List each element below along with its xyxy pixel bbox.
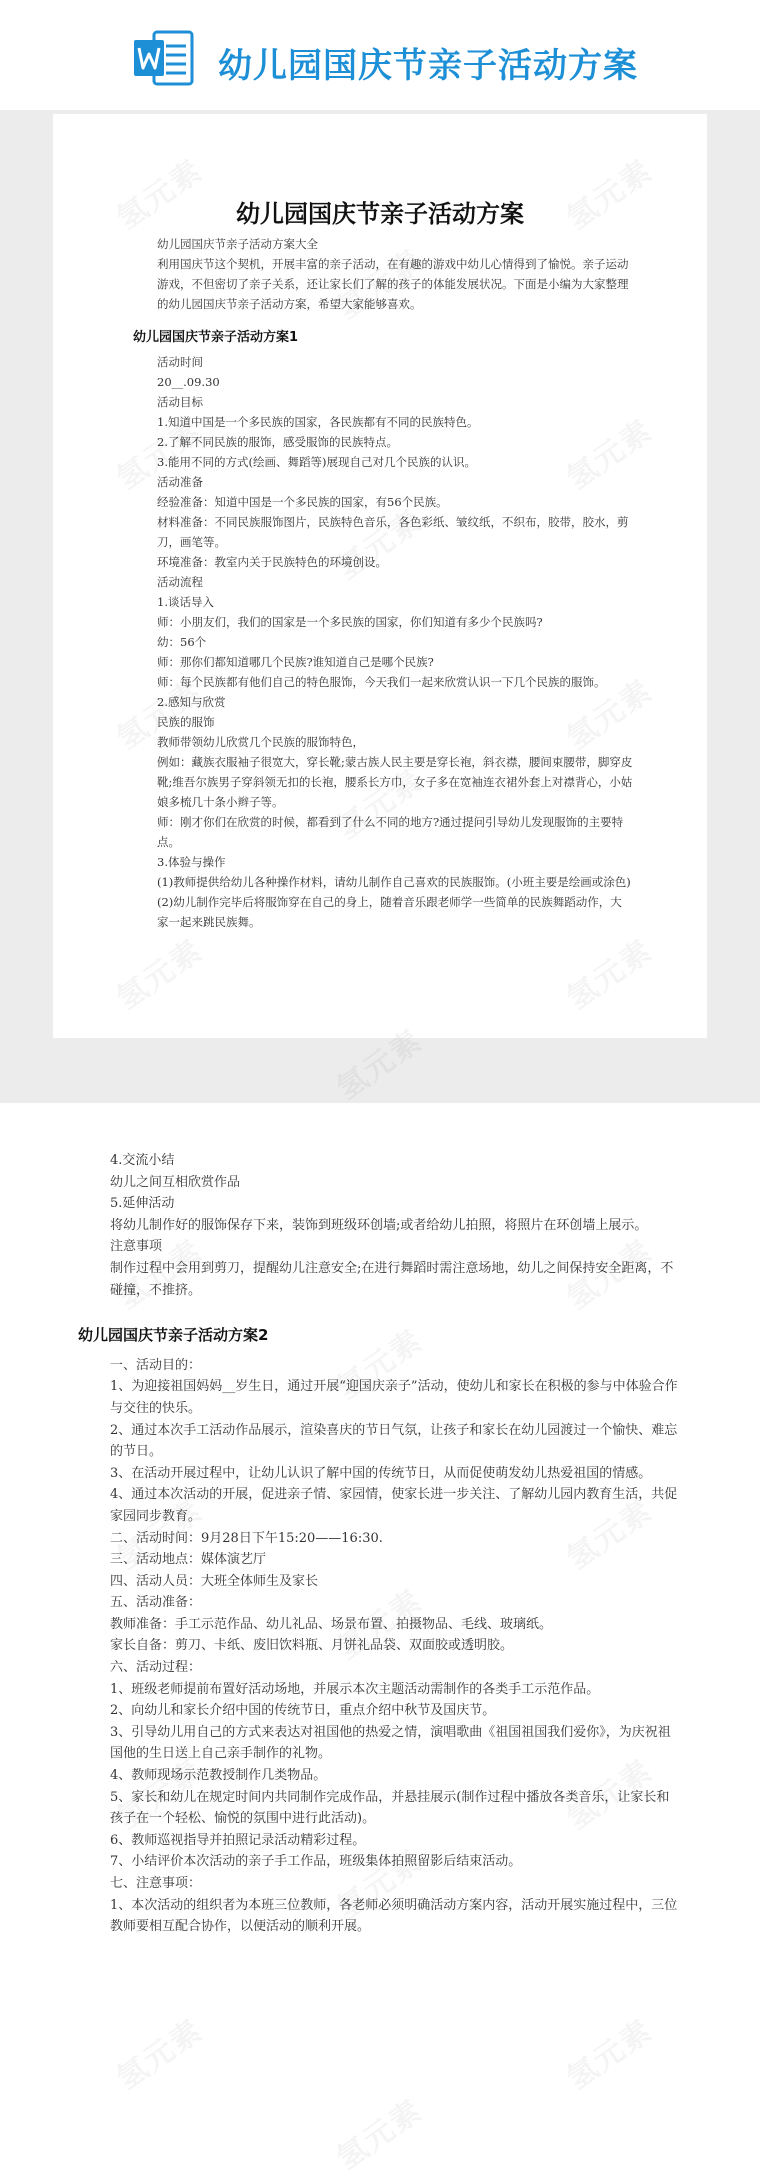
paragraph: 7、小结评价本次活动的亲子手工作品，班级集体拍照留影后结束活动。 — [110, 1854, 522, 1870]
paragraph: 1、班级老师提前布置好活动场地，并展示本次主题活动需制作的各类手工示范作品。 — [110, 1681, 600, 1697]
paragraph: 教师准备：手工示范作品、幼儿礼品、场景布置、拍摄物品、毛线、玻璃纸。 — [110, 1616, 553, 1632]
paragraph: 4、通过本次活动的开展，促进亲子情、家园情，使家长进一步关注、了解幼儿园内教育生活，共促家园同步教育。 — [110, 1487, 678, 1524]
paragraph: 幼儿园国庆节亲子活动方案大全 — [157, 237, 318, 251]
paragraph: 例如：藏族衣服袖子很宽大，穿长靴;蒙古族人民主要是穿长袍，斜衣襟，腰间束腰带，脚穿皮靴;维吾尔族男子穿斜领无扣的长袍，腰系长方巾，女子多在宽袖连衣裙外套上对襟背心，小姑娘多梳几十条小辫子等。 — [157, 755, 633, 809]
paragraph: 民族的服饰 — [157, 715, 215, 729]
paragraph: (2)幼儿制作完毕后将服饰穿在自己的身上，随着音乐跟老师学一些简单的民族舞蹈动作，大家一起来跳民族舞。 — [157, 895, 622, 929]
paragraph: 二、活动时间：9月28日下午15:20——16:30. — [110, 1530, 383, 1546]
watermark — [556, 2006, 660, 2097]
paragraph: 3、在活动开展过程中，让幼儿认识了解中国的传统节日，从而促使萌发幼儿热爱祖国的情感。 — [110, 1465, 652, 1481]
paragraph: 2、向幼儿和家长介绍中国的传统节日，重点介绍中秋节及国庆节。 — [110, 1703, 496, 1719]
paragraph: 师：小朋友们，我们的国家是一个多民族的国家，你们知道有多少个民族吗? — [157, 615, 543, 629]
paragraph: 师：那你们都知道哪几个民族?谁知道自己是哪个民族? — [157, 655, 434, 669]
paragraph: 活动目标 — [157, 395, 203, 409]
paragraph: 五、活动准备： — [110, 1595, 202, 1611]
paragraph: 活动流程 — [157, 575, 203, 589]
paragraph: 20__.09.30 — [157, 375, 220, 389]
paragraph: 2.感知与欣赏 — [157, 695, 226, 709]
paragraph: 3、引导幼儿用自己的方式来表达对祖国他的热爱之情，演唱歌曲《祖国祖国我们爱你》，为庆祝祖国他的生日送上自己亲手制作的礼物。 — [110, 1724, 671, 1762]
paragraph: 家长自备：剪刀、卡纸、废旧饮料瓶、月饼礼品袋、双面胶或透明胶。 — [110, 1638, 514, 1654]
paragraph: 4、教师现场示范教授制作几类物品。 — [110, 1768, 327, 1784]
paragraph: 一、活动目的： — [110, 1357, 202, 1373]
paragraph: 三、活动地点：媒体演艺厅 — [110, 1552, 267, 1568]
paragraph: 幼：56个 — [157, 635, 207, 649]
paragraph: 3.能用不同的方式(绘画、舞蹈等)展现自己对几个民族的认识。 — [157, 455, 476, 469]
paragraph: 5.延伸活动 — [110, 1196, 175, 1212]
paragraph: 1.谈话导入 — [157, 595, 214, 609]
page-title: 幼儿园国庆节亲子活动方案 — [236, 200, 524, 228]
paragraph: 教师带领幼儿欣赏几个民族的服饰特色， — [157, 735, 364, 749]
header-title: 幼儿园国庆节亲子活动方案 — [218, 46, 638, 86]
document-page-1 — [53, 114, 707, 1038]
paragraph: 3.体验与操作 — [157, 855, 226, 869]
paragraph: 将幼儿制作好的服饰保存下来，装饰到班级环创墙;或者给幼儿拍照，将照片在环创墙上展示。 — [110, 1217, 648, 1233]
section-heading: 幼儿园国庆节亲子活动方案1 — [133, 330, 299, 345]
paragraph: 活动时间 — [157, 355, 203, 369]
paragraph: 利用国庆节这个契机，开展丰富的亲子活动，在有趣的游戏中幼儿心情得到了愉悦。亲子运动游戏，不但密切了亲子关系，还让家长们了解的孩子的体能发展状况。下面是小编为大家整理的幼儿园国庆节亲子活动方案，希望大家能够喜欢。 — [157, 257, 629, 311]
paragraph: 6、教师巡视指导并拍照记录活动精彩过程。 — [110, 1832, 366, 1848]
paragraph: 师：刚才你们在欣赏的时候，都看到了什么不同的地方?通过提问引导幼儿发现服饰的主要特点。 — [157, 815, 624, 849]
document-header — [0, 0, 760, 110]
paragraph: 环境准备：教室内关于民族特色的环境创设。 — [157, 555, 387, 569]
paragraph: 2、通过本次手工活动作品展示，渲染喜庆的节日气氛，让孩子和家长在幼儿园渡过一个愉快、难忘的节日。 — [110, 1422, 678, 1460]
paragraph: 1、本次活动的组织者为本班三位教师，各老师必须明确活动方案内容，活动开展实施过程中，三位教师要相互配合协作，以便活动的顺利开展。 — [110, 1897, 678, 1935]
paragraph: 制作过程中会用到剪刀，提醒幼儿注意安全;在进行舞蹈时需注意场地，幼儿之间保持安全距离，不碰撞，不推挤。 — [110, 1260, 674, 1298]
paragraph: 经验准备：知道中国是一个多民族的国家，有56个民族。 — [157, 495, 448, 509]
paragraph: 注意事项 — [110, 1239, 163, 1255]
paragraph: 活动准备 — [157, 475, 203, 489]
paragraph: (1)教师提供给幼儿各种操作材料，请幼儿制作自己喜欢的民族服饰。(小班主要是绘画或涂色) — [157, 875, 631, 889]
paragraph: 六、活动过程： — [110, 1660, 202, 1676]
paragraph: 4.交流小结 — [110, 1153, 175, 1168]
page-body — [133, 234, 633, 932]
paragraph: 1、为迎接祖国妈妈__岁生日，通过开展“迎国庆亲子”活动，使幼儿和家长在积极的参与中体验合作与交往的快乐。 — [110, 1379, 678, 1416]
paragraph: 材料准备：不同民族服饰图片，民族特色音乐，各色彩纸、皱纹纸，不织布，胶带，胶水，剪刀，画笔等。 — [157, 515, 629, 549]
paragraph: 5、家长和幼儿在规定时间内共同制作完成作品，并悬挂展示(制作过程中播放各类音乐，让家长和孩子在一个轻松、愉悦的氛围中进行此活动)。 — [110, 1789, 670, 1827]
paragraph: 2.了解不同民族的服饰，感受服饰的民族特点。 — [157, 435, 398, 449]
word-document-icon — [132, 28, 196, 88]
paragraph: 师：每个民族都有他们自己的特色服饰，今天我们一起来欣赏认识一下几个民族的服饰。 — [157, 675, 606, 689]
paragraph: 1.知道中国是一个多民族的国家，各民族都有不同的民族特色。 — [157, 415, 479, 429]
section-heading: 幼儿园国庆节亲子活动方案2 — [78, 1326, 269, 1345]
watermark — [106, 2006, 210, 2097]
watermark — [326, 2086, 430, 2177]
document-page-2 — [78, 1150, 682, 1938]
paragraph: 四、活动人员：大班全体师生及家长 — [110, 1573, 319, 1589]
paragraph: 幼儿之间互相欣赏作品 — [110, 1174, 241, 1190]
paragraph: 七、注意事项： — [110, 1876, 202, 1891]
